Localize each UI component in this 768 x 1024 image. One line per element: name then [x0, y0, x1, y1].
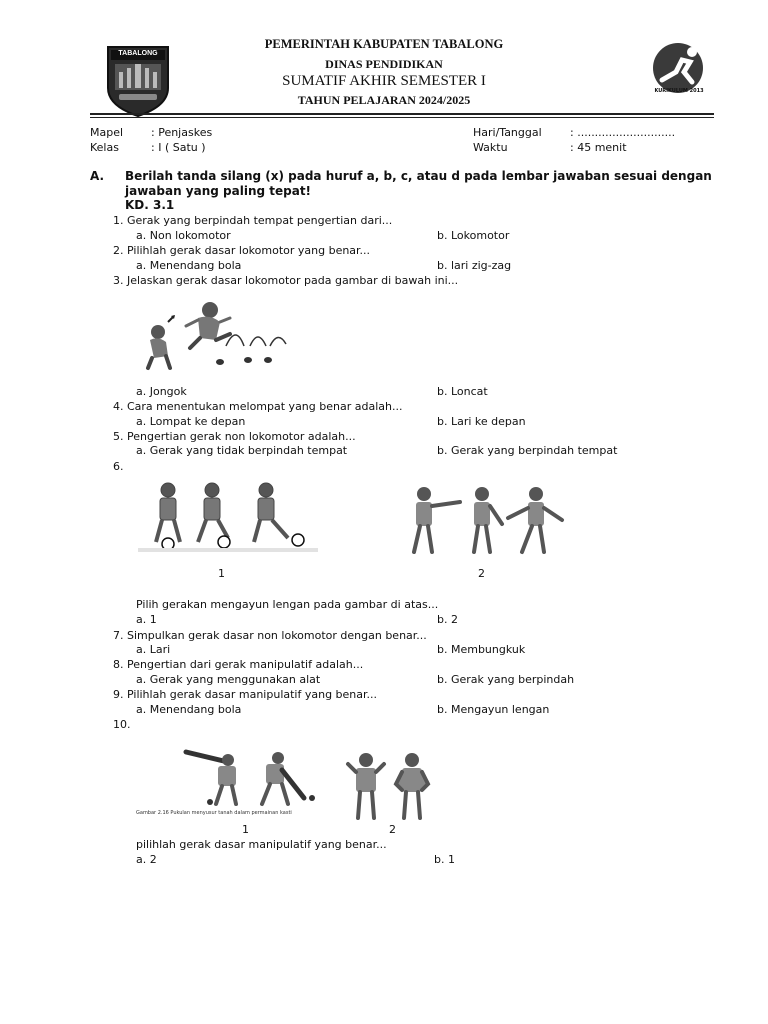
waktu-value: : 45 menit [570, 141, 627, 154]
q9-option-b[interactable]: b. Mengayun lengan [437, 703, 550, 716]
header-line-2: DINAS PENDIDIKAN [325, 57, 443, 71]
question-2: 2. Pilihlah gerak dasar lokomotor yang benar... [113, 244, 371, 257]
question-6: 6. [113, 460, 124, 473]
q5-option-b[interactable]: b. Gerak yang berpindah tempat [437, 444, 618, 457]
q10-image-2-label: 2 [389, 823, 396, 836]
q6-image-1-label: 1 [218, 567, 225, 580]
q2-option-a[interactable]: a. Menendang bola [136, 259, 242, 272]
q8-option-a[interactable]: a. Gerak yang menggunakan alat [136, 673, 321, 686]
q4-option-b[interactable]: b. Lari ke depan [437, 415, 526, 428]
instruction-line-2: jawaban yang paling tepat! [125, 184, 312, 198]
q5-option-a[interactable]: a. Gerak yang tidak berpindah tempat [136, 444, 348, 457]
waktu-label: Waktu [473, 141, 508, 154]
question-5: 5. Pengertian gerak non lokomotor adalah... [113, 430, 356, 443]
q9-option-a[interactable]: a. Menendang bola [136, 703, 242, 716]
q10-image-caption: Gambar 2.16 Pukulan menyusur tanah dalam permainan kasti [136, 810, 292, 816]
body-stretch-illustration [342, 750, 438, 822]
q6-option-a[interactable]: a. 1 [136, 613, 157, 626]
kelas-value: : I ( Satu ) [151, 141, 206, 154]
q6-option-b[interactable]: b. 2 [437, 613, 458, 626]
regency-logo-text: TABALONG [118, 50, 158, 57]
q10-image-1-label: 1 [242, 823, 249, 836]
batting-illustration [136, 748, 324, 822]
header-divider [90, 113, 714, 115]
q6-image-2-label: 2 [478, 567, 485, 580]
question-10: 10. [113, 718, 131, 731]
hari-label: Hari/Tanggal [473, 126, 542, 139]
curriculum-logo-text: KURIKULUM 2013 [654, 88, 704, 94]
question-7: 7. Simpulkan gerak dasar non lokomotor dengan benar... [113, 629, 427, 642]
q10-option-a[interactable]: a. 2 [136, 853, 157, 866]
mapel-label: Mapel [90, 126, 124, 139]
header-divider-thin [90, 117, 714, 118]
header-line-1: PEMERINTAH KABUPATEN TABALONG [264, 37, 504, 51]
jumping-children-illustration [138, 298, 298, 372]
q7-option-b[interactable]: b. Membungkuk [437, 643, 526, 656]
question-3: 3. Jelaskan gerak dasar lokomotor pada gambar di bawah ini... [113, 274, 459, 287]
kd-label: KD. 3.1 [125, 198, 175, 212]
q6-prompt: Pilih gerakan mengayun lengan pada gambar di atas... [136, 598, 439, 611]
q8-option-b[interactable]: b. Gerak yang berpindah [437, 673, 575, 686]
section-letter: A. [90, 169, 105, 183]
instruction-line-1: Berilah tanda silang (x) pada huruf a, b, c, atau d pada lembar jawaban sesuai dengan [125, 169, 712, 183]
kelas-label: Kelas [90, 141, 119, 154]
q2-option-b[interactable]: b. lari zig-zag [437, 259, 512, 272]
q10-prompt: pilihlah gerak dasar manipulatif yang benar... [136, 838, 387, 851]
mapel-value: : Penjaskes [151, 126, 213, 139]
question-9: 9. Pilihlah gerak dasar manipulatif yang benar... [113, 688, 378, 701]
q3-option-b[interactable]: b. Loncat [437, 385, 488, 398]
q3-option-a[interactable]: a. Jongok [136, 385, 187, 398]
question-8: 8. Pengertian dari gerak manipulatif adalah... [113, 658, 364, 671]
dribbling-ball-illustration [138, 476, 318, 554]
q4-option-a[interactable]: a. Lompat ke depan [136, 415, 246, 428]
question-1: 1. Gerak yang berpindah tempat pengertian dari... [113, 214, 393, 227]
q7-option-a[interactable]: a. Lari [136, 643, 171, 656]
header-line-4: TAHUN PELAJARAN 2024/2025 [297, 93, 471, 107]
q1-option-b[interactable]: b. Lokomotor [437, 229, 510, 242]
curriculum-logo [646, 42, 712, 98]
header-line-3: SUMATIF AKHIR SEMESTER I [282, 73, 486, 89]
question-4: 4. Cara menentukan melompat yang benar adalah... [113, 400, 403, 413]
q1-option-a[interactable]: a. Non lokomotor [136, 229, 231, 242]
arm-swing-illustration [398, 484, 566, 558]
q10-option-b[interactable]: b. 1 [434, 853, 455, 866]
hari-value: : ............................ [570, 126, 676, 139]
